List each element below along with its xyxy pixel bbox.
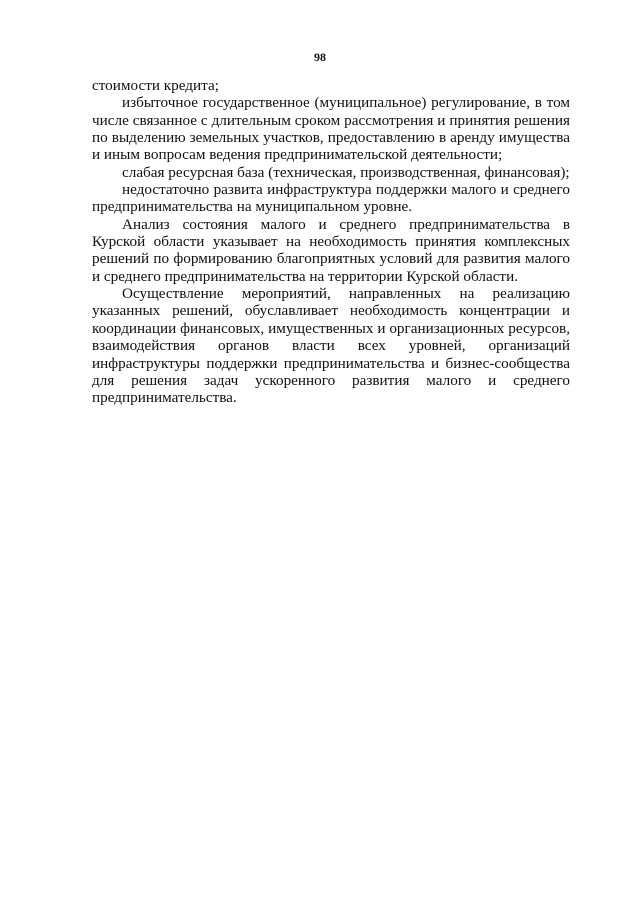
paragraph-credit-cost: стоимости кредита; bbox=[92, 77, 219, 94]
paragraph-excessive-regulation: избыточное государственное (муниципальное) регулирование, в том числе связанное с длительным сроком рассмотрения и принятия решения по выделению земельных участков, предоставлению в аренду имущества и иным вопросам ведения предпринимательской деятельности; bbox=[92, 94, 570, 164]
paragraph-analysis: Анализ состояния малого и среднего предпринимательства в Курской области указывает на необходимость принятия комплексных решений по формированию благоприятных условий для развития малого и среднего предпринимательства на территории Курской области. bbox=[92, 215, 570, 285]
document-body bbox=[92, 77, 570, 407]
page-number: 98 bbox=[314, 50, 326, 64]
paragraph-implementation: Осуществление мероприятий, направленных на реализацию указанных решений, обуславливает необходимость концентрации и координации финансовых, имущественных и организационных ресурсов, взаимодействия органов власти всех уровней, организаций инфраструктуры поддержки предпринимательства и бизнес-сообщества для решения задач ускоренного развития малого и среднего предпринимательства. bbox=[92, 285, 570, 407]
paragraph-infrastructure: недостаточно развита инфраструктура поддержки малого и среднего предпринимательства на муниципальном уровне. bbox=[92, 181, 570, 216]
paragraph-weak-resource-base: слабая ресурсная база (техническая, производственная, финансовая); bbox=[122, 163, 570, 181]
